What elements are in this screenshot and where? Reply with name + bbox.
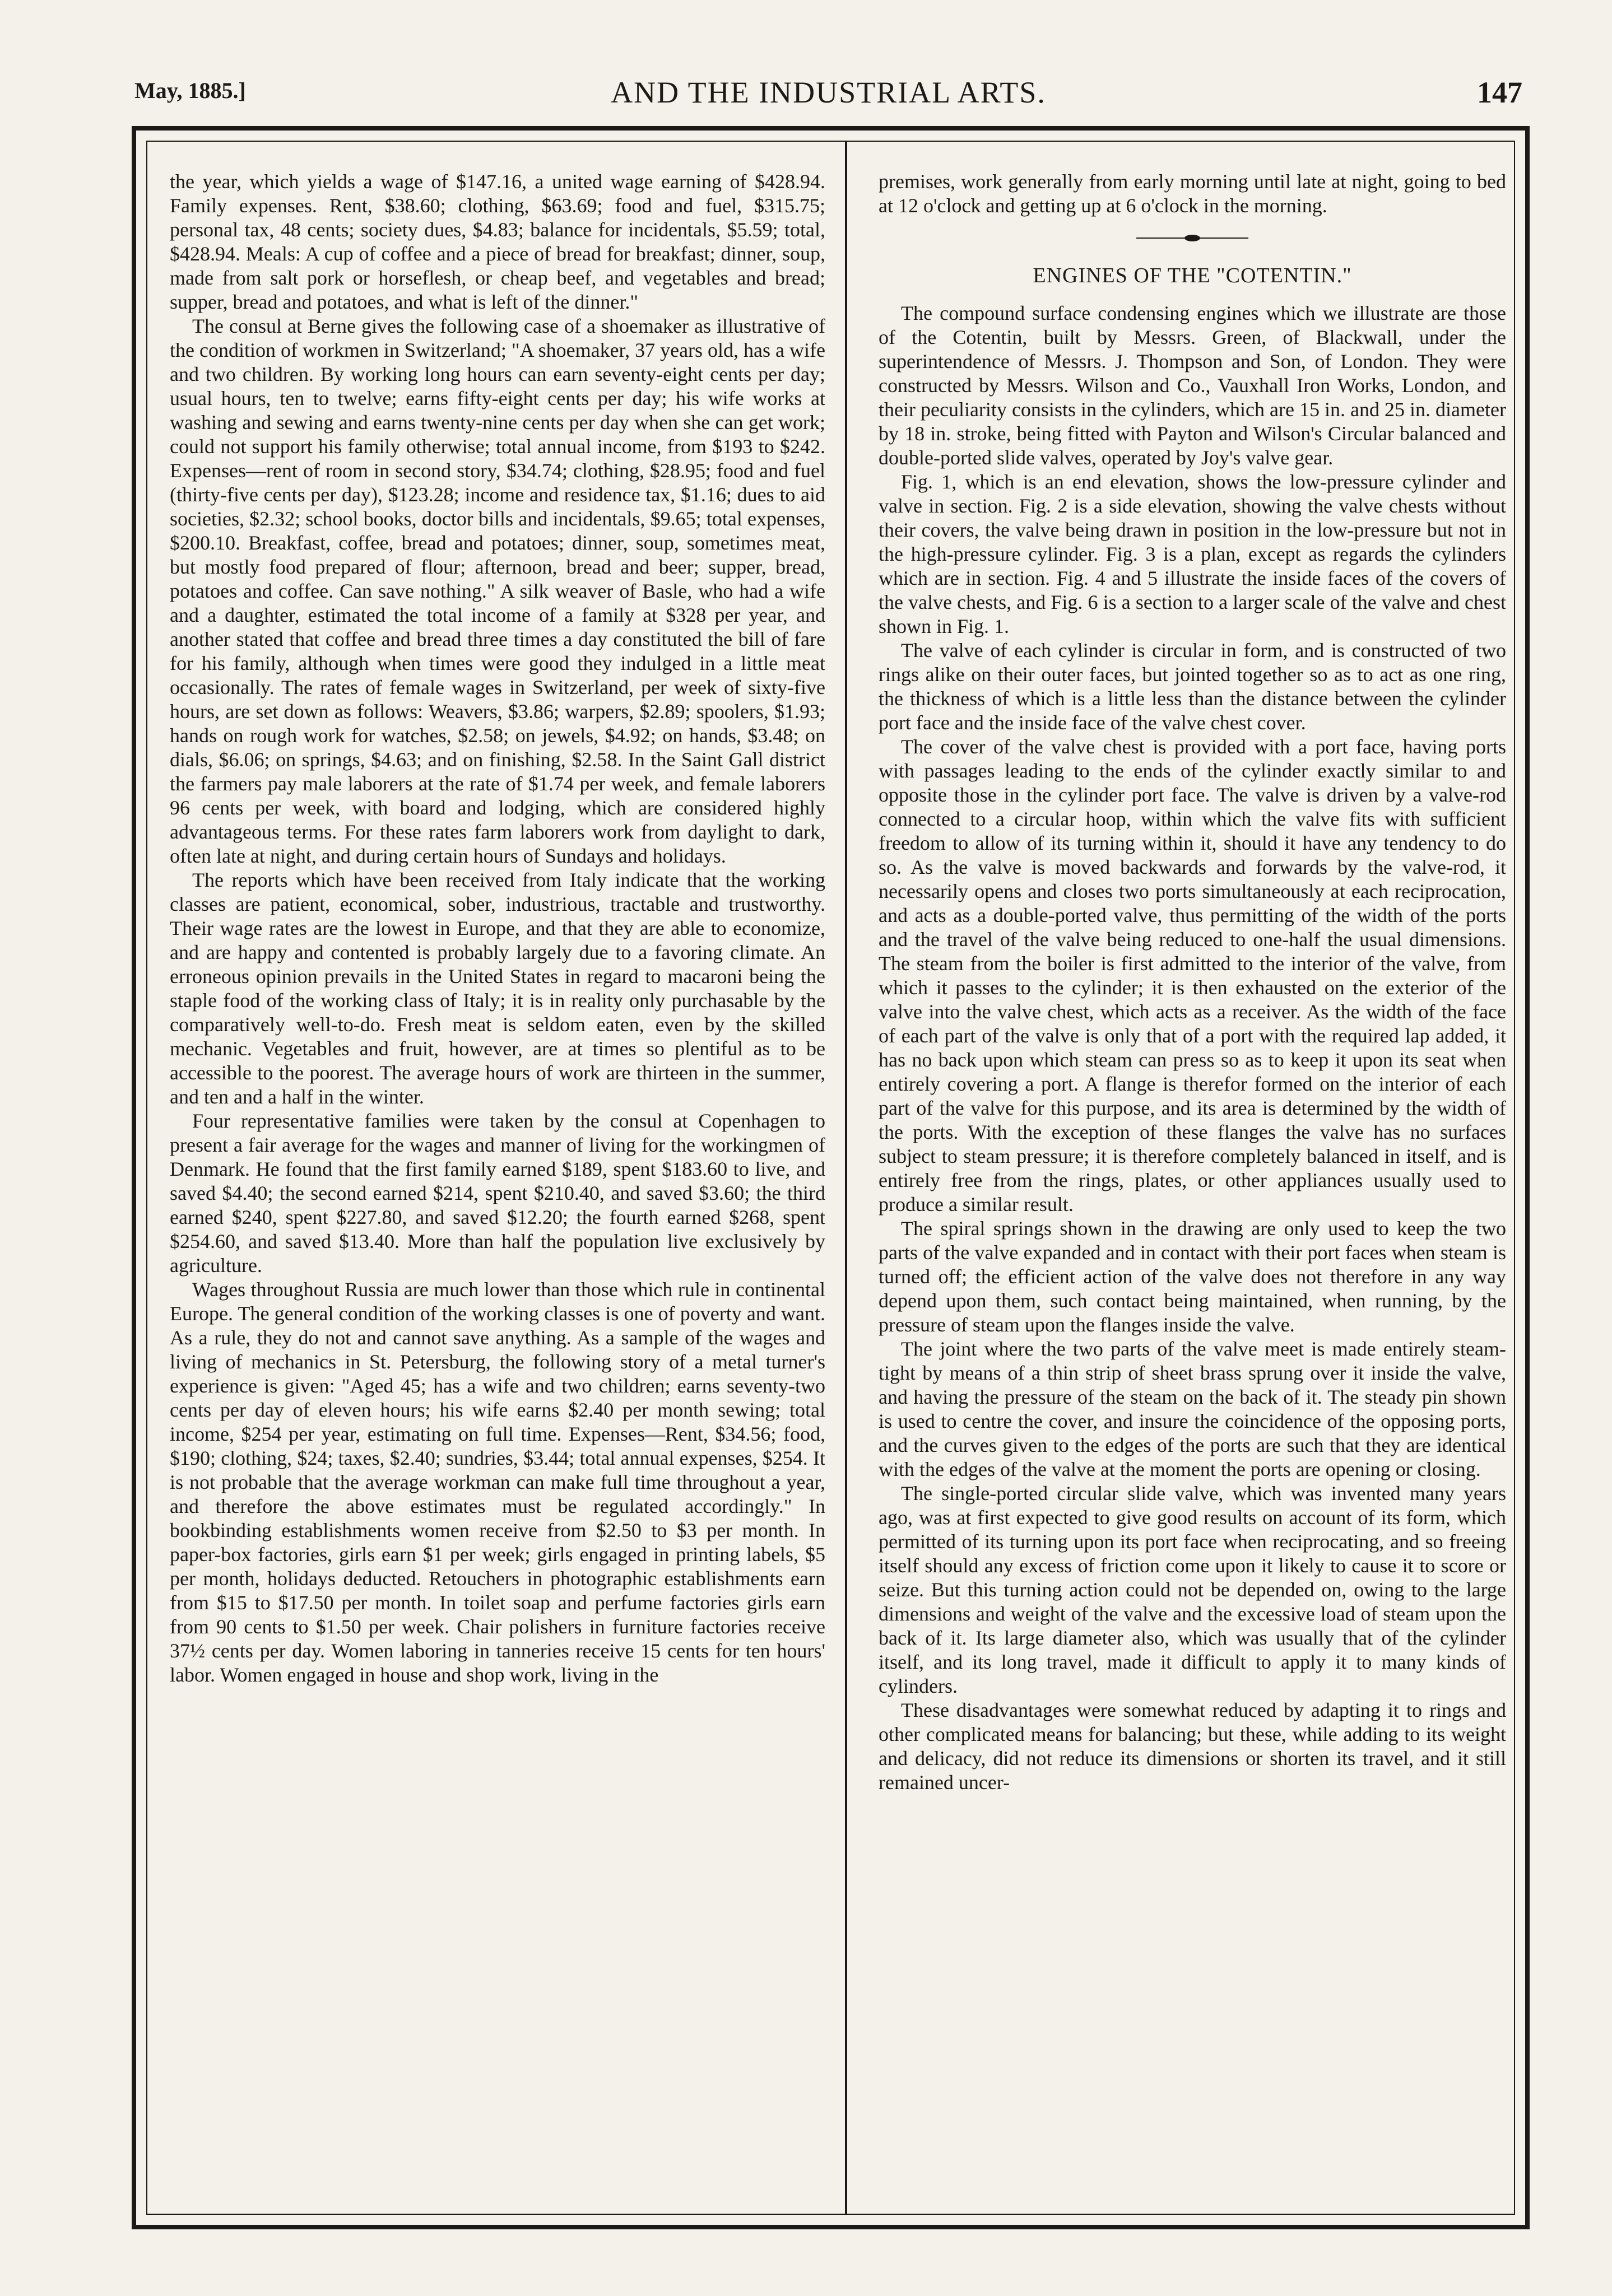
paragraph: premises, work generally from early morning until late at night, going to bed at 12 o'clock and getting up at 6 o'clock in the morning. [879,170,1506,217]
paragraph: Four representative families were taken by the consul at Copenhagen to present a fair average for the wages and manner of living for the workingmen of Denmark. He found that the first family earned $189, spent $183.60 to live, and saved $4.40; the second earned $214, spent $210.40, and saved $3.60; the third earned $240, spent $227.80, and saved $12.20; the fourth earned $268, spent $254.60, and saved $13.40. More than half the population live exclusively by agriculture. [170,1110,825,1277]
running-title: AND THE INDUSTRIAL ARTS. [611,76,1046,109]
page-number: 147 [1477,76,1522,109]
paragraph: The single-ported circular slide valve, which was invented many years ago, was at first expected to give good results on account of its form, which permitted of its turning upon its port face when reciprocating, and so freeing itself should any excess of friction come upon it likely to cause it to score or seize. But this turning action could not be depended on, owing to the large dimensions and weight of the valve and the excessive load of steam upon the back of it. Its large diameter also, which was usually that of the cylinder itself, and its long travel, made it difficult to apply it to many kinds of cylinders. [879,1482,1506,1697]
column-rule [845,142,847,2214]
paragraph: The compound surface condensing engines which we illustrate are those of the Cotentin, built by Messrs. Green, of Blackwall, under the superintendence of Messrs. J. Thompson and Son, of London. They were constructed by Messrs. Wilson and Co., Vauxhall Iron Works, London, and their peculiarity consists in the cylinders, which are 15 in. and 25 in. diameter by 18 in. stroke, being fitted with Payton and Wilson's Circular balanced and double-ported slide valves, operated by Joy's valve gear. [879,302,1506,469]
paragraph: The valve of each cylinder is circular in form, and is constructed of two rings alike on their outer faces, but jointed together so as to act as one ring, the thickness of which is a little less than the distance between the cylinder port face and the inside face of the valve chest cover. [879,639,1506,734]
section-divider-ornament [1136,235,1248,241]
issue-date: May, 1885.] [134,78,246,103]
paragraph: Fig. 1, which is an end elevation, shows the low-pressure cylinder and valve in section. Fig. 2 is a side elevation, showing the valve chests without their covers, the valve being drawn in position in the low-pressure but not in the high-pressure cylinder. Fig. 3 is a plan, except as regards the cylinders which are in section. Fig. 4 and 5 illustrate the inside faces of the covers of the valve chests, and Fig. 6 is a section to a larger scale of the valve and chest shown in Fig. 1. [879,471,1506,637]
page-frame [132,126,1530,2229]
left-column [170,170,825,2202]
right-column [879,170,1506,2202]
paragraph: Wages throughout Russia are much lower than those which rule in continental Europe. The general condition of the working classes is one of poverty and want. As a rule, they do not and cannot save anything. As a sample of the wages and living of mechanics in St. Petersburg, the following story of a metal turner's experience is given: "Aged 45; has a wife and two children; earns seventy-two cents per day of eleven hours; his wife earns $2.40 per month sewing; total income, $254 per year, estimating on full time. Expenses—Rent, $34.56; food, $190; clothing, $24; taxes, $2.40; sundries, $3.44; total annual expenses, $254. It is not probable that the average workman can make full time throughout a year, and therefore the above estimates must be regulated accordingly." In bookbinding establishments women receive from $2.50 to $3 per month. In paper-box factories, girls earn $1 per week; girls engaged in printing labels, $5 per month, holidays deducted. Retouchers in photographic establishments earn from $15 to $17.50 per month. In toilet soap and perfume factories girls earn from 90 cents to $1.50 per week. Chair polishers in furniture factories receive 37½ cents per day. Women laboring in tanneries receive 15 cents for ten hours' labor. Women engaged in house and shop work, living in the [170,1278,825,1686]
paragraph: The reports which have been received from Italy indicate that the working classes are patient, economical, sober, industrious, tractable and trustworthy. Their wage rates are the lowest in Europe, and that they are able to economize, and are happy and contented is probably largely due to a favoring climate. An erroneous opinion prevails in the United States in regard to macaroni being the staple food of the working class of Italy; it is in reality only purchasable by the comparatively well-to-do. Fresh meat is seldom eaten, even by the skilled mechanic. Vegetables and fruit, however, are at times so plentiful as to be accessible to the poorest. The average hours of work are thirteen in the summer, and ten and a half in the winter. [170,869,825,1108]
running-head [134,67,1522,112]
paragraph: The consul at Berne gives the following case of a shoemaker as illustrative of the condition of workmen in Switzerland; "A shoemaker, 37 years old, has a wife and two children. By working long hours can earn seventy-eight cents per day; usual hours, ten to twelve; earns fifty-eight cents per day; his wife works at washing and sewing and earns twenty-nine cents per day when she can get work; could not support his family otherwise; total annual income, from $193 to $242. Expenses—rent of room in second story, $34.74; clothing, $28.95; food and fuel (thirty-five cents per day), $123.28; income and residence tax, $1.16; dues to aid societies, $2.32; school books, doctor bills and incidentals, $9.65; total expenses, $200.10. Breakfast, coffee, bread and potatoes; dinner, soup, sometimes meat, but mostly food prepared of flour; afternoon, bread and beer; supper, bread, potatoes and coffee. Can save nothing." A silk weaver of Basle, who had a wife and a daughter, estimated the total income of a family at $328 per year, and another stated that coffee and bread three times a day constituted the bill of fare for his family, although when times were good they indulged in a little meat occasionally. The rates of female wages in Switzerland, per week of sixty-five hours, are set down as follows: Weavers, $3.86; warpers, $2.89; spoolers, $1.93; hands on rough work for watches, $2.58; on jewels, $4.92; on hands, $3.48; on dials, $6.06; on springs, $4.63; and on finishing, $2.58. In the Saint Gall district the farmers pay male laborers at the rate of $1.74 per week, and female laborers 96 cents per week, with board and lodging, which are considered highly advantageous terms. For these rates farm laborers work from daylight to dark, often late at night, and during certain hours of Sundays and holidays. [170,315,825,867]
paragraph: These disadvantages were somewhat reduced by adapting it to rings and other complicated means for balancing; but these, while adding to its weight and delicacy, did not reduce its dimensions or shorten its travel, and it still remained uncer- [879,1699,1506,1794]
section-title: ENGINES OF THE "COTENTIN." [1033,264,1352,287]
paragraph: The cover of the valve chest is provided with a port face, having ports with passages leading to the ends of the cylinder exactly similar to and opposite those in the cylinder port face. The valve is driven by a valve-rod connected to a circular hoop, within which the valve fits with sufficient freedom to allow of its turning within it, should it have any tendency to do so. As the valve is moved backwards and forwards by the valve-rod, it necessarily opens and closes two ports simultaneously at each reciprocation, and acts as a double-ported valve, thus permitting of the width of the ports and the travel of the valve being reduced to one-half the usual dimensions. The steam from the boiler is first admitted to the interior of the valve, from which it passes to the cylinder; it is then exhausted on the exterior of the valve into the valve chest, which acts as a receiver. As the width of the face of each part of the valve is only that of a port with the required lap added, it has no back upon which steam can press so as to keep it upon its seat when entirely covering a port. A flange is therefor formed on the interior of each part of the valve for this purpose, and its area is determined by the width of the ports. With the exception of these flanges the valve has no surfaces subject to steam pressure; it is therefore completely balanced in itself, and is entirely free from the rings, plates, or other appliances usually used to produce a similar result. [879,735,1506,1215]
paragraph: The joint where the two parts of the valve meet is made entirely steam-tight by means of a thin strip of sheet brass sprung over it inside the valve, and having the pressure of the steam on the back of it. The steady pin shown is used to centre the cover, and insure the coincidence of the opposing ports, and the curves given to the edges of the ports are such that they are identical with the edges of the valve at the moment the ports are opening or closing. [879,1338,1506,1480]
paragraph: The spiral springs shown in the drawing are only used to keep the two parts of the valve expanded and in contact with their port faces when steam is turned off; the efficient action of the valve does not therefore in any way depend upon them, such contact being maintained, when running, by the pressure of steam upon the flanges inside the valve. [879,1217,1506,1336]
paragraph: the year, which yields a wage of $147.16, a united wage earning of $428.94. Family expenses. Rent, $38.60; clothing, $63.69; food and fuel, $315.75; personal tax, 48 cents; society dues, $4.83; balance for incidentals, $5.59; total, $428.94. Meals: A cup of coffee and a piece of bread for breakfast; dinner, soup, made from salt pork or horseflesh, or cheap beef, and vegetables and bread; supper, bread and potatoes, and what is left of the dinner." [170,170,825,313]
